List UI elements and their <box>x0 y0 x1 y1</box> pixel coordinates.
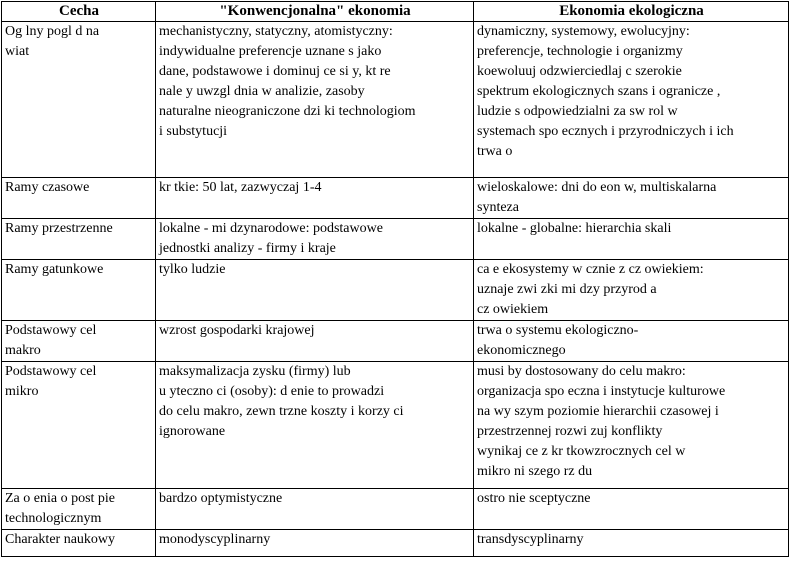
cell-text-line: Charakter naukowy <box>5 532 116 547</box>
cell-text-line: wzrost gospodarki krajowej <box>159 323 315 338</box>
feature-cell <box>2 362 156 489</box>
cell-text-line: koewoluuj odzwierciedlaj c szerokie <box>477 64 682 79</box>
conventional-cell <box>156 260 474 321</box>
ecological-cell <box>474 530 789 557</box>
cell-text-line: Og lny pogl d na <box>5 24 100 39</box>
cell-text-line: dynamiczny, systemowy, ewolucyjny: <box>477 24 690 39</box>
cell-text-line: preferencje, technologie i organizmy <box>477 44 683 59</box>
cell-text-line: cz owiekiem <box>477 302 549 317</box>
column-header-feature: Cecha <box>2 2 156 22</box>
feature-cell <box>2 219 156 260</box>
cell-text-line: przestrzennej rozwi zuj konflikty <box>477 424 663 439</box>
cell-text-line: nale y uwzgl dnia w analizie, zasoby <box>159 84 365 99</box>
cell-text-line: Za o enia o post pie <box>5 491 116 506</box>
table-body <box>2 22 789 557</box>
cell-text-line: Ramy czasowe <box>5 180 90 195</box>
comparison-table <box>1 1 789 557</box>
table-row <box>2 178 789 219</box>
cell-text-line: makro <box>5 343 41 358</box>
cell-text-line: lokalne - globalne: hierarchia skali <box>477 221 672 236</box>
table-row <box>2 22 789 178</box>
cell-text-line: tylko ludzie <box>159 262 226 277</box>
feature-cell <box>2 178 156 219</box>
cell-text-line: spektrum ekologicznych szans i ogranicze , <box>477 84 721 99</box>
ecological-cell <box>474 219 789 260</box>
cell-text-line: lokalne - mi dzynarodowe: podstawowe <box>159 221 383 236</box>
table-row <box>2 362 789 489</box>
ecological-cell <box>474 178 789 219</box>
table-row <box>2 219 789 260</box>
ecological-cell <box>474 260 789 321</box>
cell-text-line: Ramy gatunkowe <box>5 262 104 277</box>
cell-text-line: ostro nie sceptyczne <box>477 491 591 506</box>
cell-text-line: transdyscyplinarny <box>477 532 584 547</box>
cell-text-line: u yteczno ci (osoby): d enie to prowadzi <box>159 384 385 399</box>
cell-text-line: trwa o systemu ekologiczno- <box>477 323 639 338</box>
conventional-cell <box>156 321 474 362</box>
cell-text-line: indywidualne preferencje uznane s jako <box>159 44 382 59</box>
cell-text-line: ca e ekosystemy w cznie z cz owiekiem: <box>477 262 704 277</box>
cell-text-line: maksymalizacja zysku (firmy) lub <box>159 364 351 379</box>
cell-text-line: mikro ni szego rz du <box>477 464 593 479</box>
conventional-cell <box>156 362 474 489</box>
conventional-cell <box>156 530 474 557</box>
cell-text-line: ekonomicznego <box>477 343 566 358</box>
cell-text-line: jednostki analizy - firmy i kraje <box>159 241 336 256</box>
table-row <box>2 530 789 557</box>
feature-cell <box>2 260 156 321</box>
cell-text-line: trwa o <box>477 144 513 159</box>
feature-cell <box>2 530 156 557</box>
cell-text-line: systemach spo ecznych i przyrodniczych i ich <box>477 124 734 139</box>
table-row <box>2 321 789 362</box>
ecological-cell <box>474 362 789 489</box>
cell-text-line: uznaje zwi zki mi dzy przyrod a <box>477 282 657 297</box>
table-row <box>2 260 789 321</box>
cell-text-line: Ramy przestrzenne <box>5 221 113 236</box>
table-row <box>2 489 789 530</box>
cell-text-line: technologicznym <box>5 511 102 526</box>
cell-text-line: organizacja spo eczna i instytucje kulturowe <box>477 384 726 399</box>
cell-text-line: monodyscyplinarny <box>159 532 271 547</box>
feature-cell <box>2 22 156 178</box>
ecological-cell <box>474 489 789 530</box>
cell-text-line: mechanistyczny, statyczny, atomistyczny: <box>159 24 393 39</box>
column-header-conventional: "Konwencjonalna" ekonomia <box>156 2 474 22</box>
cell-text-line: Podstawowy cel <box>5 364 97 379</box>
conventional-cell <box>156 219 474 260</box>
cell-text-line: do celu makro, zewn trzne koszty i korzy ci <box>159 404 404 419</box>
cell-text-line: wiat <box>5 44 30 59</box>
conventional-cell <box>156 22 474 178</box>
cell-text-line: wynikaj ce z kr tkowzrocznych cel w <box>477 444 686 459</box>
cell-text-line: bardzo optymistyczne <box>159 491 283 506</box>
cell-text-line: synteza <box>477 200 519 215</box>
cell-text-line: i substytucji <box>159 124 228 139</box>
feature-cell <box>2 489 156 530</box>
conventional-cell <box>156 489 474 530</box>
cell-text-line: dane, podstawowe i dominuj ce si y, kt re <box>159 64 391 79</box>
cell-text-line: ignorowane <box>159 424 226 439</box>
cell-text-line: ludzie s odpowiedzialni za sw rol w <box>477 104 678 119</box>
cell-text-line: musi by dostosowany do celu makro: <box>477 364 686 379</box>
cell-text-line: na wy szym poziomie hierarchii czasowej i <box>477 404 719 419</box>
cell-text-line: kr tkie: 50 lat, zazwyczaj 1-4 <box>159 180 322 195</box>
feature-cell <box>2 321 156 362</box>
cell-text-line: mikro <box>5 384 39 399</box>
column-header-ecological: Ekonomia ekologiczna <box>474 2 789 22</box>
cell-text-line: naturalne nieograniczone dzi ki technologiom <box>159 104 416 119</box>
ecological-cell <box>474 321 789 362</box>
conventional-cell <box>156 178 474 219</box>
ecological-cell <box>474 22 789 178</box>
cell-text-line: wieloskalowe: dni do eon w, multiskalarna <box>477 180 717 195</box>
cell-text-line: Podstawowy cel <box>5 323 97 338</box>
header-row <box>2 2 789 22</box>
